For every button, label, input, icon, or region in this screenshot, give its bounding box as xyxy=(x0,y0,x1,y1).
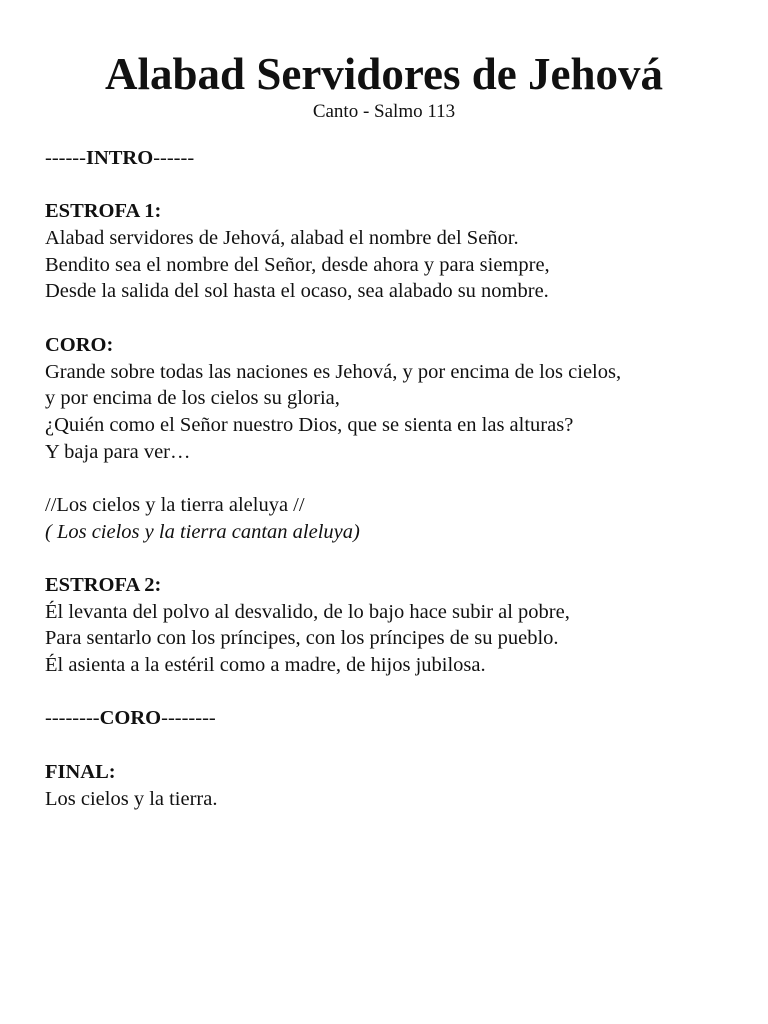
refrain-italic-line: ( Los cielos y la tierra cantan aleluya) xyxy=(45,520,360,543)
intro-label: INTRO xyxy=(85,147,154,169)
coro-line-2: y por encima de los cielos su gloria, xyxy=(45,387,340,410)
coro-marker-label: CORO xyxy=(99,707,162,730)
intro-dashes-right: ------ xyxy=(153,147,195,169)
final-heading: FINAL: xyxy=(45,760,116,783)
coro-dashes-left: -------- xyxy=(45,707,100,730)
estrofa2-line-2: Para sentarlo con los príncipes, con los príncipes de su pueblo. xyxy=(45,627,559,650)
song-subtitle: Canto - Salmo 113 xyxy=(312,101,456,122)
spacer xyxy=(45,679,745,706)
estrofa1-heading: ESTROFA 1: xyxy=(45,200,162,223)
spacer xyxy=(45,545,745,572)
refrain-line: //Los cielos y la tierra aleluya // xyxy=(45,493,305,516)
estrofa1-line-1: Alabad servidores de Jehová, alabad el nombre del Señor. xyxy=(45,227,519,250)
estrofa1-line-2: Bendito sea el nombre del Señor, desde ahora y para siempre, xyxy=(45,253,550,276)
spacer xyxy=(45,172,745,199)
intro-marker xyxy=(45,145,745,172)
coro-line-4: Y baja para ver… xyxy=(45,440,191,463)
estrofa2-line-1: Él levanta del polvo al desvalido, de lo bajo hace subir al pobre, xyxy=(45,600,570,623)
song-title: Alabad Servidores de Jehová xyxy=(105,49,663,99)
coro-line-1: Grande sobre todas las naciones es Jehová, y por encima de los cielos, xyxy=(45,360,622,383)
final-line-1: Los cielos y la tierra. xyxy=(45,787,218,810)
spacer xyxy=(45,732,745,759)
intro-dashes-left: ------ xyxy=(45,147,86,169)
coro-heading: CORO: xyxy=(45,333,114,356)
estrofa1-line-3: Desde la salida del sol hasta el ocaso, sea alabado su nombre. xyxy=(45,280,549,303)
estrofa2-heading: ESTROFA 2: xyxy=(45,574,162,596)
coro-line-3: ¿Quién como el Señor nuestro Dios, que se sienta en las alturas? xyxy=(45,413,574,436)
spacer xyxy=(45,465,745,492)
coro-marker xyxy=(45,705,745,732)
lyrics-body xyxy=(45,145,745,812)
coro-dashes-right: -------- xyxy=(161,707,216,730)
spacer xyxy=(45,305,745,332)
estrofa2-line-3: Él asienta a la estéril como a madre, de hijos jubilosa. xyxy=(45,654,486,677)
